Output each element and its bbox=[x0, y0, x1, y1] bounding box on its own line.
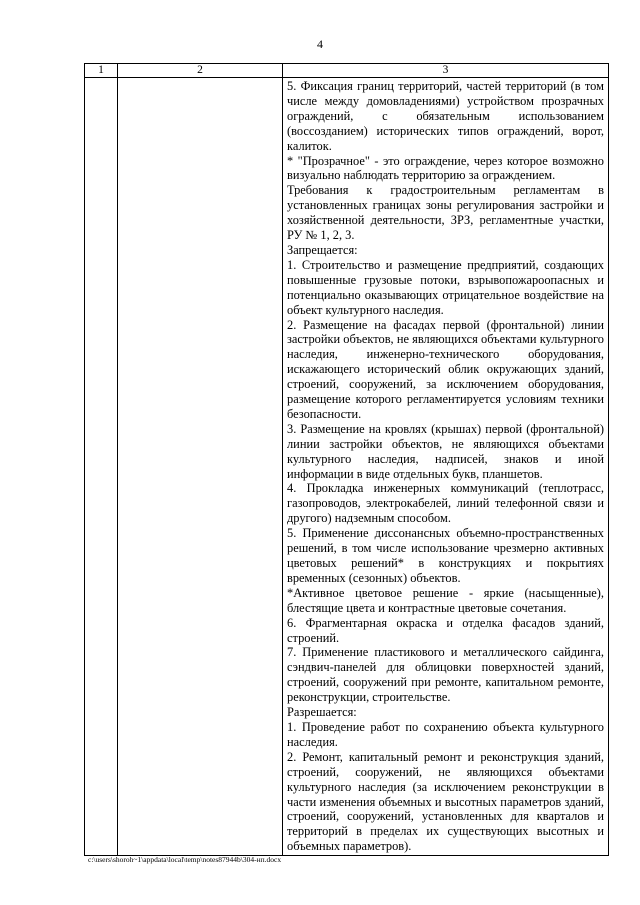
page-number: 4 bbox=[317, 37, 323, 51]
table-body-row bbox=[85, 78, 609, 856]
paragraph: Запрещается: bbox=[287, 242, 358, 257]
paragraph: * "Прозрачное" - это ограждение, через которое возможно визуально наблюдать территорию за ограждением. bbox=[287, 153, 604, 183]
column-1-cell bbox=[85, 78, 118, 856]
paragraph: Требования к градостроительным регламентам в установленных границах зоны регулирования застройки и хозяйственной деятельности, ЗРЗ, регламентные участки, РУ № 1, 2, 3. bbox=[287, 183, 604, 243]
paragraph: 6. Фрагментарная окраска и отделка фасадов зданий, строений. bbox=[287, 615, 604, 645]
paragraph: Разрешается: bbox=[287, 705, 357, 720]
paragraph: 7. Применение пластикового и металлического сайдинга, сэндвич-панелей для облицовки поверхностей зданий, строений, сооружений при ремонте, капитальном ремонте, реконструкции, строительстве. bbox=[287, 645, 604, 705]
paragraph: 2. Ремонт, капитальный ремонт и реконструкция зданий, строений, сооружений, не являющихся объектами культурного наследия (за исключением реконструкции в части изменения объемных и высотных параметров зданий, строений, сооружений, установленных для кварталов и территорий в пределах их существующих высотных и объемных параметров). bbox=[287, 749, 604, 854]
paragraph: 2. Размещение на фасадах первой (фронтальной) линии застройки объектов, не являющихся объектами культурного наследия, инженерно-технического оборудования, искажающего исторический облик окружающих зданий, строений, сооружений, за исключением оборудования, размещение которого регламентируется условиям техники безопасности. bbox=[287, 317, 604, 421]
paragraph: 5. Фиксация границ территорий, частей территорий (в том числе между домовладениями) устройством прозрачных ограждений, с обязательным использованием (воссозданием) исторических типов ограждений, ворот, калиток. bbox=[287, 79, 604, 153]
column-header-3: 3 bbox=[283, 64, 609, 78]
table-header-row bbox=[85, 64, 609, 78]
footer-file-path: c:\users\shoroh~1\appdata\local\temp\notes87944b\304-нп.docx bbox=[88, 855, 282, 864]
paragraph: *Активное цветовое решение - яркие (насыщенные), блестящие цвета и контрастные цветовые сочетания. bbox=[287, 585, 604, 615]
column-3-cell bbox=[283, 78, 609, 856]
paragraph: 4. Прокладка инженерных коммуникаций (теплотрасс, газопроводов, электрокабелей, линий телефонной связи и другого) надземным способом. bbox=[287, 481, 604, 526]
column-header-1: 1 bbox=[85, 64, 118, 78]
paragraph: 1. Проведение работ по сохранению объекта культурного наследия. bbox=[287, 719, 604, 749]
paragraph: 5. Применение диссонансных объемно-пространственных решений, в том числе использование чрезмерно активных цветовых решений* в конструкциях и покрытиях временных (сезонных) объектов. bbox=[287, 526, 604, 585]
document-table bbox=[84, 63, 609, 856]
paragraph: 1. Строительство и размещение предприятий, создающих повышенные грузовые потоки, взрывопожароопасных и потенциально оказывающих отрицательное воздействие на объект культурного наследия. bbox=[287, 257, 604, 317]
column-2-cell bbox=[118, 78, 283, 856]
paragraph: 3. Размещение на кровлях (крышах) первой (фронтальной) линии застройки объектов, не являющихся объектами культурного наследия, надписей, знаков и иной информации в виде отдельных букв, планшетов. bbox=[287, 421, 604, 481]
column-header-2: 2 bbox=[118, 64, 283, 78]
